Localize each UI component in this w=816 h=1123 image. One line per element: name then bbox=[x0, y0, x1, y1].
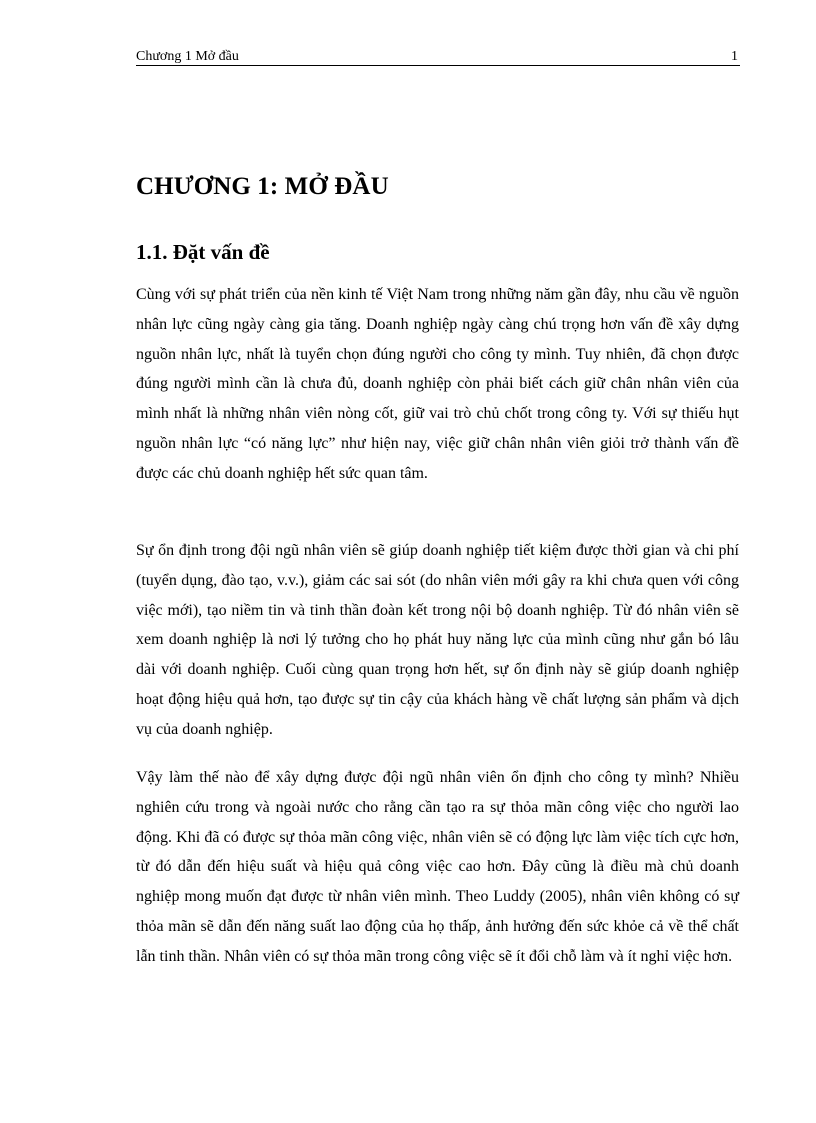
section-heading: 1.1. Đặt vấn đề bbox=[136, 240, 270, 264]
chapter-title: CHƯƠNG 1: MỞ ĐẦU bbox=[136, 173, 389, 200]
body-paragraph: Sự ổn định trong đội ngũ nhân viên sẽ giúp doanh nghiệp tiết kiệm được thời gian và chi phí (tuyển dụng, đào tạo, v.v.), giảm các sai sót (do nhân viên mới gây ra khi chưa quen với công việc mới), tạo niềm tin và tinh thần đoàn kết trong nội bộ doanh nghiệp. Từ đó nhân viên sẽ xem doanh nghiệp là nơi lý tưởng cho họ phát huy năng lực của mình cũng như gắn bó lâu dài với doanh nghiệp. Cuối cùng quan trọng hơn hết, sự ổn định này sẽ giúp doanh nghiệp hoạt động hiệu quả hơn, tạo được sự tin cậy của khách hàng về chất lượng sản phẩm và dịch vụ của doanh nghiệp. bbox=[136, 542, 739, 738]
header-chapter-label: Chương 1 Mở đầu bbox=[136, 49, 239, 64]
page-header bbox=[136, 48, 740, 66]
body-paragraph: Cùng với sự phát triển của nền kinh tế Việt Nam trong những năm gần đây, nhu cầu về nguồn nhân lực cũng ngày càng gia tăng. Doanh nghiệp ngày càng chú trọng hơn vấn đề xây dựng nguồn nhân lực, nhất là tuyển chọn đúng người cho công ty mình. Tuy nhiên, đã chọn được đúng người mình cần là chưa đủ, doanh nghiệp còn phải biết cách giữ chân nhân viên của mình nhất là những nhân viên nòng cốt, giữ vai trò chủ chốt trong công ty. Với sự thiếu hụt nguồn nhân lực “có năng lực” như hiện nay, việc giữ chân nhân viên giỏi trở thành vấn đề được các chủ doanh nghiệp hết sức quan tâm. bbox=[136, 286, 739, 482]
body-paragraph: Vậy làm thế nào để xây dựng được đội ngũ nhân viên ổn định cho công ty mình? Nhiều nghiên cứu trong và ngoài nước cho rằng cần tạo ra sự thỏa mãn công việc cho người lao động. Khi đã có được sự thỏa mãn công việc, nhân viên sẽ có động lực làm việc tích cực hơn, từ đó dẫn đến hiệu suất và hiệu quả công việc cao hơn. Đây cũng là điều mà chủ doanh nghiệp mong muốn đạt được từ nhân viên mình. Theo Luddy (2005), nhân viên không có sự thỏa mãn sẽ dẫn đến năng suất lao động của họ thấp, ảnh hưởng đến sức khỏe cả về thể chất lẫn tinh thần. Nhân viên có sự thỏa mãn trong công việc sẽ ít đổi chỗ làm và ít nghỉ việc hơn. bbox=[136, 769, 739, 965]
header-page-number: 1 bbox=[731, 49, 738, 64]
